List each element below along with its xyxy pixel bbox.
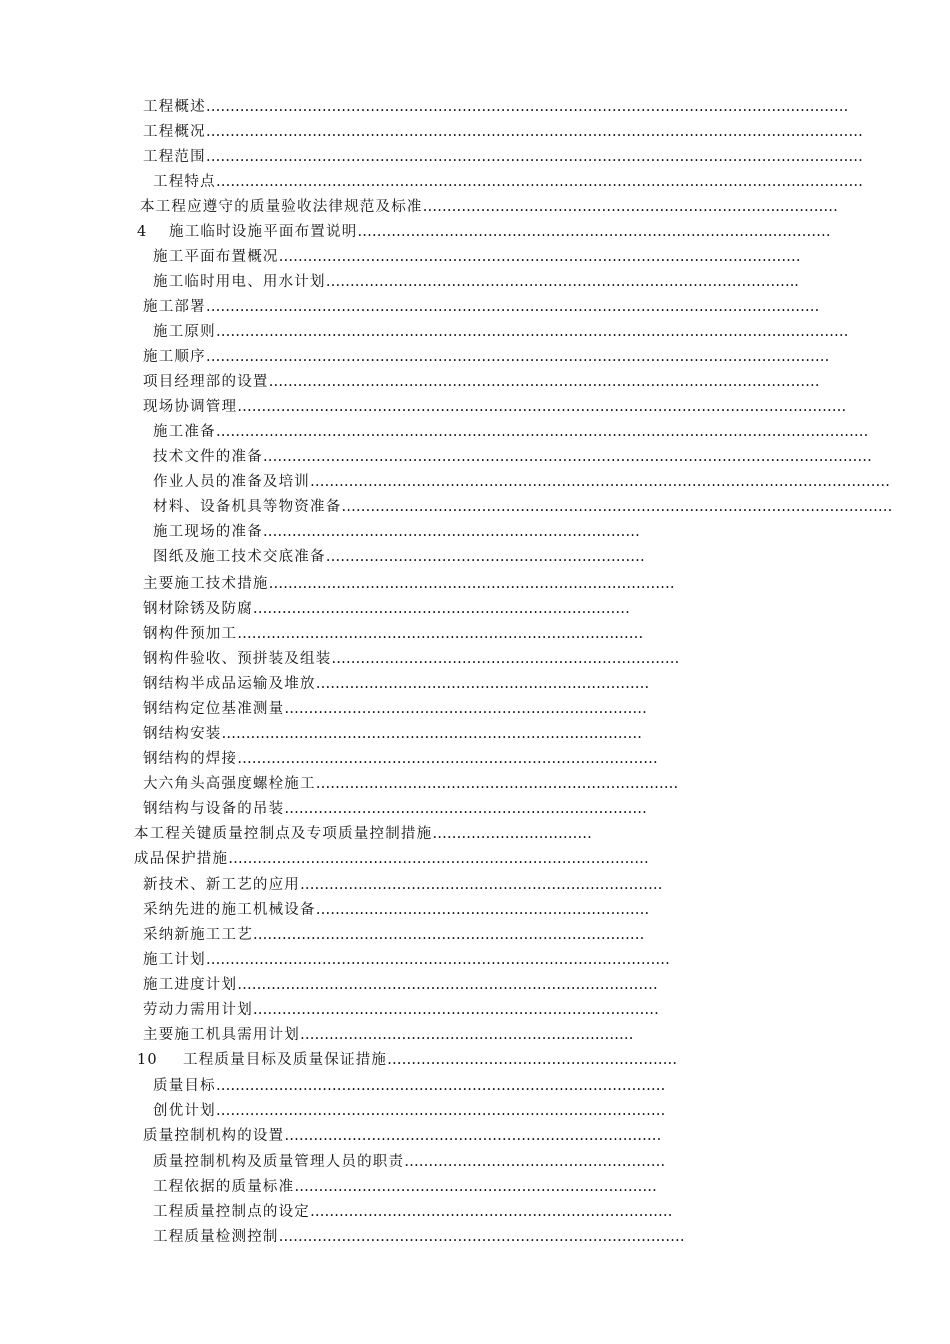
toc-leader-dots: …………………………………………………………………… xyxy=(284,1128,662,1144)
toc-entry-title: 本工程关键质量控制点及专项质量控制措施 xyxy=(134,826,433,842)
toc-entry xyxy=(143,900,650,920)
toc-entry-title: 新技术、新工艺的应用 xyxy=(143,877,300,893)
toc-entry xyxy=(143,372,829,392)
toc-leader-dots: ………………………………………………………………………… xyxy=(237,626,644,642)
toc-entry xyxy=(143,147,863,167)
toc-leader-dots: ………………………………………………………………………… xyxy=(278,1229,685,1245)
toc-entry xyxy=(153,447,872,467)
toc-entry xyxy=(153,422,869,442)
toc-entry-title: 施工计划 xyxy=(143,952,206,968)
toc-entry xyxy=(134,849,649,869)
toc-leader-dots: ……………………………………………………………………………………………………………… xyxy=(237,399,847,415)
toc-leader-dots: …………………………………………………… xyxy=(387,1052,678,1068)
toc-entry-title: 质量目标 xyxy=(153,1078,216,1094)
toc-entry-title: 成品保护措施 xyxy=(134,851,229,867)
toc-entry-title: 本工程应遵守的质量验收法律规范及标准 xyxy=(140,199,423,215)
toc-entry xyxy=(153,1227,685,1247)
toc-entry xyxy=(153,522,640,542)
toc-leader-dots: …………………………………………………………………… xyxy=(262,524,640,540)
toc-entry-title: 创优计划 xyxy=(153,1103,216,1119)
toc-entry xyxy=(143,1025,634,1045)
toc-entry xyxy=(143,724,642,744)
toc-entry-title: 主要施工技术措施 xyxy=(143,576,269,592)
toc-entry xyxy=(143,1000,659,1020)
toc-leader-dots: ………………………………………………………………………………… xyxy=(215,1103,666,1119)
toc-entry-title: 工程概述 xyxy=(143,99,206,115)
toc-leader-dots: ………………………………………………………………… xyxy=(310,1204,673,1220)
toc-leader-dots: …………………………………………………………………………… xyxy=(237,751,658,767)
toc-leader-dots: …………………………………………………………………………………………………… xyxy=(268,374,820,390)
toc-entry-title: 工程范围 xyxy=(143,149,206,165)
toc-leader-dots: …………………………………………………………………………………….. xyxy=(325,274,799,290)
toc-entry xyxy=(153,1177,657,1197)
toc-entry xyxy=(153,547,645,567)
toc-entry-title: 主要施工机具需用计划 xyxy=(143,1027,300,1043)
toc-leader-dots: …………………………………………………………………………… xyxy=(237,977,658,993)
toc-entry-title: 工程质量检测控制 xyxy=(153,1229,279,1245)
toc-leader-dots: ………………………………………………………………… xyxy=(284,701,647,717)
toc-entry xyxy=(143,574,675,594)
toc-entry-title: 现场协调管理 xyxy=(143,399,238,415)
toc-entry-title: 钢结构定位基准测量 xyxy=(143,701,285,717)
toc-entry-title: 大六角头高强度螺栓施工 xyxy=(143,776,316,792)
toc-leader-dots: ……………………………………………………………………… xyxy=(252,927,645,943)
toc-leader-dots: …………………………………………………………………………… xyxy=(221,726,642,742)
toc-leader-dots: …………………………………………………………… xyxy=(315,676,650,692)
toc-leader-dots: ………………………………………………………………………………………………………….…… xyxy=(205,299,820,315)
toc-leader-dots: …………………………… xyxy=(432,826,592,842)
toc-entry-title: 钢材除锈及防腐 xyxy=(143,601,253,617)
toc-entry xyxy=(143,1126,662,1146)
toc-entry xyxy=(153,1101,666,1121)
toc-leader-dots: ……………………………………………… xyxy=(404,1154,666,1170)
toc-entry xyxy=(143,799,647,819)
toc-leader-dots: …………………………………………………………………………………………………………….………… xyxy=(205,124,863,140)
toc-entry xyxy=(140,197,862,217)
toc-entry-title: 项目经理部的设置 xyxy=(143,374,269,390)
toc-leader-dots: ………………………………………………………………… xyxy=(315,776,679,792)
toc-entry xyxy=(137,1050,678,1070)
toc-entry-title: 劳动力需用计划 xyxy=(143,1002,253,1018)
toc-entry-title: 钢结构半成品运输及堆放 xyxy=(143,676,316,692)
toc-entry-title: 钢结构的焊接 xyxy=(143,751,238,767)
toc-entry xyxy=(134,824,592,844)
toc-entry xyxy=(143,749,658,769)
toc-entry xyxy=(153,1202,673,1222)
toc-entry-title: 工程依据的质量标准 xyxy=(153,1179,295,1195)
toc-entry xyxy=(143,97,849,117)
toc-section-number: 4 xyxy=(137,224,148,240)
toc-leader-dots: ……………………………………………………………………………………………………………………… xyxy=(215,424,869,440)
toc-entry xyxy=(153,1152,666,1172)
toc-entry-title: 材料、设备机具等物资准备 xyxy=(153,499,342,515)
toc-entry xyxy=(143,649,680,669)
toc-entry xyxy=(153,247,805,267)
toc-entry xyxy=(143,347,830,367)
toc-leader-dots: …………………………………………………………………………………………………………..………… xyxy=(215,174,864,190)
toc-leader-dots: ………………………………………………………………………………………………………… xyxy=(310,474,890,490)
toc-entry-title: 施工平面布置概况 xyxy=(153,249,279,265)
toc-leader-dots: ………………………………………………………………………………… xyxy=(215,1078,666,1094)
toc-leader-dots: ………………………………………………………………… xyxy=(294,1179,657,1195)
toc-entry xyxy=(153,472,890,492)
toc-entry xyxy=(143,925,645,945)
toc-leader-dots: …………………………………………………………………………………………………… xyxy=(341,499,893,515)
toc-entry xyxy=(143,699,647,719)
toc-entry-title: 采纳先进的施工机械设备 xyxy=(143,902,316,918)
toc-entry-title: 施工原则 xyxy=(153,324,216,340)
toc-entry-title: 钢结构与设备的吊装 xyxy=(143,801,285,817)
toc-leader-dots: …………………………………………………………………………………………………………….………… xyxy=(205,149,863,165)
toc-entry-title: 技术文件的准备 xyxy=(153,449,263,465)
toc-entry xyxy=(137,222,841,242)
toc-leader-dots: ………………………………………………………………………………………………………………… xyxy=(205,349,830,365)
toc-entry-title: 钢构件预加工 xyxy=(143,626,238,642)
toc-leader-dots: ………………………………………………………………… xyxy=(284,801,647,817)
toc-section-number: 10 xyxy=(137,1052,158,1068)
toc-entry xyxy=(143,122,863,142)
toc-entry-title: 采纳新施工工艺 xyxy=(143,927,253,943)
toc-leader-dots: ……………………………………………………………………………………………… xyxy=(278,249,801,265)
toc-entry xyxy=(153,322,849,342)
toc-leader-dots: ………………………………………………………………………………………………………….………… xyxy=(205,99,849,115)
toc-leader-dots: ………………………………………………………………… xyxy=(300,877,663,893)
toc-entry-title: 质量控制机构及质量管理人员的职责 xyxy=(153,1154,405,1170)
toc-entry-title: 工程质量控制点的设定 xyxy=(153,1204,310,1220)
toc-leader-dots: …………………………………………………………………………… xyxy=(228,851,649,867)
toc-entry xyxy=(153,272,823,292)
toc-entry xyxy=(143,397,847,417)
toc-leader-dots: ……………………………………………………………………………………………………………… xyxy=(262,449,872,465)
toc-leader-dots: …………………………………………………………… xyxy=(300,1027,634,1043)
toc-leader-dots: ………………………………………………………… xyxy=(325,549,645,565)
toc-entry xyxy=(143,774,679,794)
toc-entry-title: 钢结构安装 xyxy=(143,726,222,742)
toc-entry xyxy=(143,674,650,694)
toc-entry xyxy=(153,1076,666,1096)
toc-entry xyxy=(143,297,819,317)
toc-entry xyxy=(143,624,644,644)
toc-leader-dots: …………………………………………………………………… xyxy=(252,601,630,617)
toc-entry-title: 施工顺序 xyxy=(143,349,206,365)
toc-entry xyxy=(153,172,864,192)
toc-leader-dots: ……………………………………………………………… xyxy=(331,651,680,667)
toc-entry-title: 作业人员的准备及培训 xyxy=(153,474,310,490)
toc-entry-title: 工程特点 xyxy=(153,174,216,190)
toc-leader-dots: ………………………………………………………………..………… xyxy=(422,199,838,215)
toc-leader-dots: …………………………………………………………………………………… xyxy=(205,952,670,968)
toc-leader-dots: …………………………………………………………… xyxy=(315,902,650,918)
toc-entry-title: 质量控制机构的设置 xyxy=(143,1128,285,1144)
toc-entry-title: 施工临时设施平面布置说明 xyxy=(169,224,358,240)
toc-leader-dots: ………………………………………………………………………… xyxy=(268,576,675,592)
toc-entry xyxy=(143,875,663,895)
toc-entry-title: 施工现场的准备 xyxy=(153,524,263,540)
toc-entry-title: 施工进度计划 xyxy=(143,977,238,993)
toc-entry-title: 工程概况 xyxy=(143,124,206,140)
toc-leader-dots: ………………………………………………………………………… xyxy=(252,1002,659,1018)
toc-entry xyxy=(143,975,658,995)
toc-entry-title: 工程质量目标及质量保证措施 xyxy=(183,1052,388,1068)
toc-entry-title: 施工部署 xyxy=(143,299,206,315)
toc-entry-title: 施工准备 xyxy=(153,424,216,440)
toc-leader-dots: …………………………………………………………………………..………… xyxy=(357,224,831,240)
toc-entry xyxy=(143,950,670,970)
toc-entry xyxy=(143,599,630,619)
toc-entry-title: 钢构件验收、预拼装及组装 xyxy=(143,651,332,667)
toc-entry-title: 施工临时用电、用水计划 xyxy=(153,274,326,290)
toc-leader-dots: ………………………………………………………………………………………………………..………… xyxy=(215,324,849,340)
toc-entry xyxy=(153,497,893,517)
toc-entry-title: 图纸及施工技术交底准备 xyxy=(153,549,326,565)
